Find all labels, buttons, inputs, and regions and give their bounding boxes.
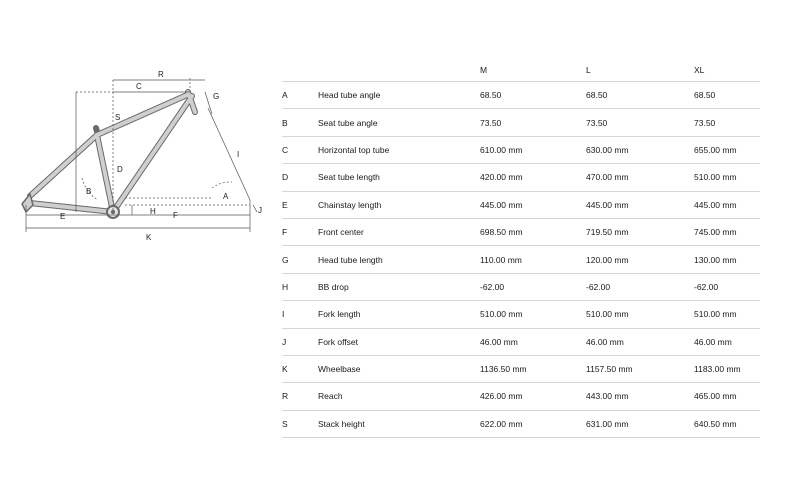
row-key: H [282,273,318,300]
row-key: S [282,410,318,437]
row-key: G [282,246,318,273]
row-xl: 1183.00 mm [694,355,760,382]
row-m: 420.00 mm [480,164,586,191]
row-m: 426.00 mm [480,383,586,410]
row-key: E [282,191,318,218]
geometry-table [282,58,760,438]
table-row [282,164,760,191]
row-name: Seat tube angle [318,109,480,136]
table-row [282,136,760,163]
row-name: Fork offset [318,328,480,355]
label-c: C [136,82,142,91]
row-key: I [282,301,318,328]
row-l: 719.50 mm [586,218,694,245]
label-k: K [146,233,152,242]
row-l: 46.00 mm [586,328,694,355]
label-e: E [60,212,66,221]
row-key: A [282,82,318,109]
label-a: A [223,192,229,201]
table-row [282,383,760,410]
row-l: 631.00 mm [586,410,694,437]
row-key: C [282,136,318,163]
row-xl: 510.00 mm [694,301,760,328]
row-m: 610.00 mm [480,136,586,163]
row-l: 120.00 mm [586,246,694,273]
header-name [318,58,480,82]
table-header-row [282,58,760,82]
row-m: 698.50 mm [480,218,586,245]
table-row [282,273,760,300]
label-f: F [173,211,178,220]
row-m: 622.00 mm [480,410,586,437]
row-key: B [282,109,318,136]
header-key [282,58,318,82]
table-row [282,82,760,109]
table-row [282,410,760,437]
row-m: 73.50 [480,109,586,136]
table-row [282,328,760,355]
row-l: -62.00 [586,273,694,300]
row-l: 445.00 mm [586,191,694,218]
header-size-xl: XL [694,64,705,75]
row-xl: 73.50 [694,109,760,136]
table-row [282,246,760,273]
row-name: Head tube angle [318,82,480,109]
row-m: 68.50 [480,82,586,109]
row-xl: 130.00 mm [694,246,760,273]
row-key: J [282,328,318,355]
row-xl: 510.00 mm [694,164,760,191]
row-name: Horizontal top tube [318,136,480,163]
row-l: 470.00 mm [586,164,694,191]
label-d: D [117,165,123,174]
row-key: F [282,218,318,245]
row-name: Chainstay length [318,191,480,218]
label-h: H [150,207,156,216]
row-m: 46.00 mm [480,328,586,355]
row-m: 510.00 mm [480,301,586,328]
row-key: K [282,355,318,382]
label-r: R [158,70,164,79]
row-l: 1157.50 mm [586,355,694,382]
row-l: 68.50 [586,82,694,109]
row-xl: 465.00 mm [694,383,760,410]
row-xl: -62.00 [694,273,760,300]
row-l: 73.50 [586,109,694,136]
row-name: Head tube length [318,246,480,273]
row-name: Reach [318,383,480,410]
table-row [282,355,760,382]
row-l: 443.00 mm [586,383,694,410]
row-m: 1136.50 mm [480,355,586,382]
row-xl: 745.00 mm [694,218,760,245]
header-size-l: L [586,64,591,75]
table-row [282,191,760,218]
row-name: Wheelbase [318,355,480,382]
row-name: Stack height [318,410,480,437]
row-m: 110.00 mm [480,246,586,273]
row-xl: 445.00 mm [694,191,760,218]
row-name: Front center [318,218,480,245]
row-xl: 68.50 [694,82,760,109]
label-b: B [86,187,92,196]
row-l: 630.00 mm [586,136,694,163]
label-g: G [213,92,220,101]
label-j: J [258,206,262,215]
label-s: S [115,113,121,122]
row-name: Fork length [318,301,480,328]
table-row [282,218,760,245]
header-size-m: M [480,64,488,75]
row-m: -62.00 [480,273,586,300]
row-xl: 655.00 mm [694,136,760,163]
row-xl: 46.00 mm [694,328,760,355]
row-name: BB drop [318,273,480,300]
row-name: Seat tube length [318,164,480,191]
table-row [282,109,760,136]
row-xl: 640.50 mm [694,410,760,437]
bike-frame [22,92,195,218]
table-row [282,301,760,328]
row-key: R [282,383,318,410]
bike-geometry-diagram [0,0,280,260]
row-key: D [282,164,318,191]
label-i: I [237,150,240,159]
row-m: 445.00 mm [480,191,586,218]
row-l: 510.00 mm [586,301,694,328]
